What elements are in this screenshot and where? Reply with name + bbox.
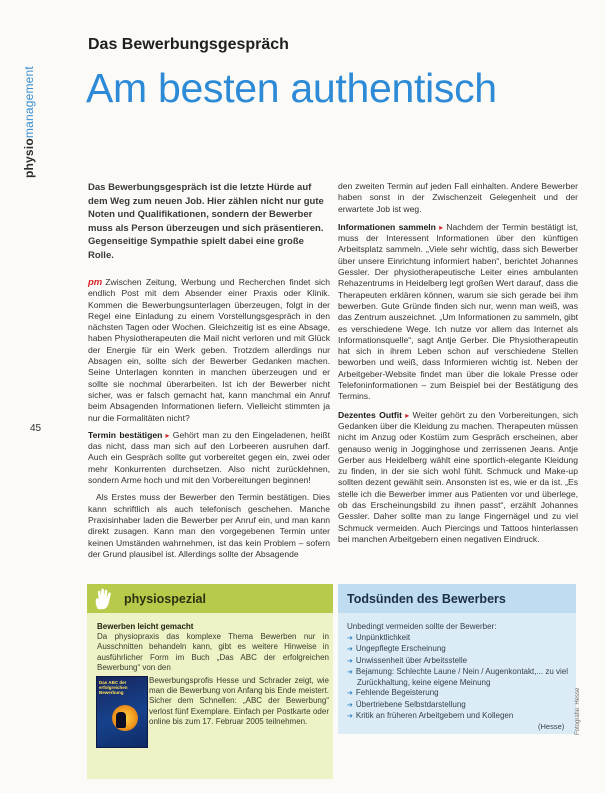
physiospezial-text: Da physiopraxis das komplexe Thema Bewerben nur in Ausschnitten behandeln kann, gibt es weitere Hinweise in ausführlicher Form im Buch „Das ABC der erfolgreichen Bewerbung“ von den	[97, 632, 329, 672]
article-paragraph: den zweiten Termin auf jeden Fall einhalten. Andere Bewerber haben sonst in der Zwischenzeit Gelegenheit und der erwartete Job ist weg.	[338, 181, 578, 214]
physiospezial-title: physiospezial	[124, 592, 206, 606]
todsuenden-intro: Unbedingt vermeiden sollte der Bewerber:	[347, 622, 497, 631]
list-item: ➔ Unpünktlichkeit	[347, 633, 411, 642]
run-in-heading: Termin bestätigen	[88, 429, 163, 440]
magazine-logo-icon: pm	[88, 277, 103, 288]
arrow-icon: ▸	[402, 410, 413, 420]
brand-vertical	[22, 60, 42, 200]
book-cover-figure	[116, 712, 126, 728]
photo-credit-text: Fotografie: Hesse	[575, 687, 581, 735]
article-paragraph: Dezentes Outfit ▸ Weiter gehört zu den Vorbereitungen, sich Gedanken über die Kleidung zu machen. Therapeuten müssen nicht im Anzug oder Kostüm zum Gespräch erscheinen, aber genauso wenig in Jogginghose und zerrissenen Jeans. Antje Gerber aus Heidelberg wählt eine sportlich-elegante Kleidung zu finden, in der sie sich wohl fühlt. Schmuck und Make-up sollten dezent gewählt sein. Ansonsten ist es, wie er da ist. „Es stelle ich die Bewerber immer aus Patienten vor und überlege, ob das Erscheinungsbild zu ihnen passt“, erzählt Johannes Gessler. Daher sollte man zu lange Fingernägel und zu viel Schmuck vermeiden. Auch Piercings und Tattoos hinterlassen bei manchen Arbeitgebern einen negativen Eindruck.	[338, 409, 578, 544]
arrow-bullet-icon: ➔	[347, 690, 353, 698]
article-paragraph: Informationen sammeln ▸ Nachdem der Termin bestätigt ist, muss der Interessent Informationen über den künftigen Arbeitsplatz sammeln. „Viele sehr wichtig, dass sich Bewerber über unsere Einrichtung informiert haben“, berichtet Johannes Gessler. Der physiotherapeutische Leiter eines ambulanten Rehazentrums in Heidelberg legt großen Wert darauf, dass die Therapeuten erklären können, warum sie sich gerade bei ihm bewerben. Gute Gründe finden sich nur, wenn man weiß, was das Zentrum auszeichnet. „Um Informationen zu sammeln, gibt es verschiedene Wege. Ich nutze vor allem das Internet als Informationsquelle“, sagt Antje Gerber. Die Physiotherapeutin hat sich in ihrem Leben schon auf verschiedene Stellen beworben und weiß, dass Informieren wichtig ist. Neben der Arbeitgeber-Website findet man über die lokale Presse oder Telefoninformationen – zum Beispiel bei der Bestätigung des Termins.	[338, 221, 578, 402]
article-paragraph: Als Erstes muss der Bewerber den Termin bestätigen. Dies kann schriftlich als auch telefonisch geschehen. Manche Praxisinhaber laden die Bewerber per Anruf ein, und man kann direkt zusagen. Kann man den vorgegebenen Termin unter keinen Umständen wahrnehmen, ist das kein Problem – sofern der Grund plausibel ist. Allerdings sollte der Absagende	[88, 492, 330, 559]
article-column-left	[88, 277, 330, 566]
list-item: ➔ Übertriebene Selbstdarstellung	[347, 699, 466, 709]
arrow-bullet-icon: ➔	[347, 713, 353, 721]
list-item: ➔ Kritik an früheren Arbeitgebern und Kollegen	[347, 711, 514, 721]
todsuenden-list	[347, 633, 572, 722]
arrow-bullet-icon: ➔	[347, 657, 353, 665]
physiospezial-subhead: Bewerben leicht gemacht	[97, 622, 194, 631]
page-number: 45	[30, 423, 42, 434]
todsuenden-title: Todsünden des Bewerbers	[347, 592, 506, 606]
article-paragraph: pm Zwischen Zeitung, Werbung und Recherchen findet sich endlich Post mit dem Absender einer Praxis oder Klinik. Kommen die Bewerbungsunterlagen überzeugen, folgt in der Regel eine Einladung zu einem Vorstellungsgespräch in den nächsten Tagen oder Wochen. Gleichzeitig ist es eine Absage, haben Physiotherapeuten die Mail nicht verloren und mit Glück der Energie für ein Werk geben. Trotzdem allerdings nur Absagen ein, sollte sich der Bewerber Gedanken machen. Seine Unterlagen konnten in manchen überzeugen und er sollte sie nochmal überarbeiten. Ist ich der Bewerber nicht sicher, was er falsch gemacht hat, kann manchmal ein Anruf beim Absagenden Informationen liefern. Vielleicht stimmten ja nur die Formalitäten nicht?	[88, 277, 330, 423]
article-column-right	[338, 181, 578, 552]
run-in-heading: Informationen sammeln	[338, 221, 436, 232]
run-in-heading: Dezentes Outfit	[338, 409, 403, 420]
arrow-bullet-icon: ➔	[347, 668, 353, 676]
arrow-icon: ▸	[162, 430, 173, 440]
arrow-icon: ▸	[435, 222, 447, 232]
arrow-bullet-icon: ➔	[347, 646, 353, 654]
intro-paragraph: Das Bewerbungsgespräch ist die letzte Hürde auf dem Weg zum neuen Job. Hier zählen nicht nur gute Noten und Qualifikationen, sondern der Bewerber muss als Person überzeugen und sich präsentieren. Gegenseitige Sympathie spielt dabei eine große Rolle.	[88, 182, 324, 261]
todsuenden-source: (Hesse)	[538, 722, 565, 731]
section-rubric: Das Bewerbungsgespräch	[88, 36, 289, 53]
book-cover-title: Das ABC der erfolgreichen Bewerbung	[99, 680, 128, 695]
hand-icon	[92, 587, 116, 611]
list-item: ➔ Bejamung: Schlechte Laune / Nein / Augenkontakt,... zu viel Zurückhaltung, keine eigene Meinung	[347, 666, 569, 688]
list-item: ➔ Unwissenheit über Arbeitsstelle	[347, 655, 468, 665]
list-item: ➔ Ungepflegte Erscheinung	[347, 644, 446, 654]
article-paragraph: Termin bestätigen ▸ Gehört man zu den Eingeladenen, heißt das nicht, dass man sich auf den Lorbeeren ausruhen darf. Auch ein Gespräch sollte gut vorbereitet gegen ein, zwei oder mehr Konkurrenten durchsetzen. Also nicht zurücklehnen, sondern Arme hoch und mit den Vorbereitungen beginnen!	[88, 429, 331, 486]
physiospezial-body	[97, 622, 329, 673]
arrow-bullet-icon: ➔	[347, 635, 353, 642]
photo-credit	[575, 640, 585, 740]
arrow-bullet-icon: ➔	[347, 701, 353, 709]
brand-text: physiomanagement	[22, 66, 36, 178]
physiospezial-text-wrap: Bewerbungsprofis Hesse und Schrader zeigt, wie man die Bewerbung von Anfang bis Ende meistert. Sicher dem Schnellen: „ABC der Bewerbung“ verlost fünf Exemplare. Einfach per Postkarte oder online bis zum 17. Februar 2005 teilnehmen.	[149, 676, 329, 726]
list-item: ➔ Fehlende Begeisterung	[347, 688, 439, 698]
page-headline: Am besten authentisch	[86, 65, 497, 111]
